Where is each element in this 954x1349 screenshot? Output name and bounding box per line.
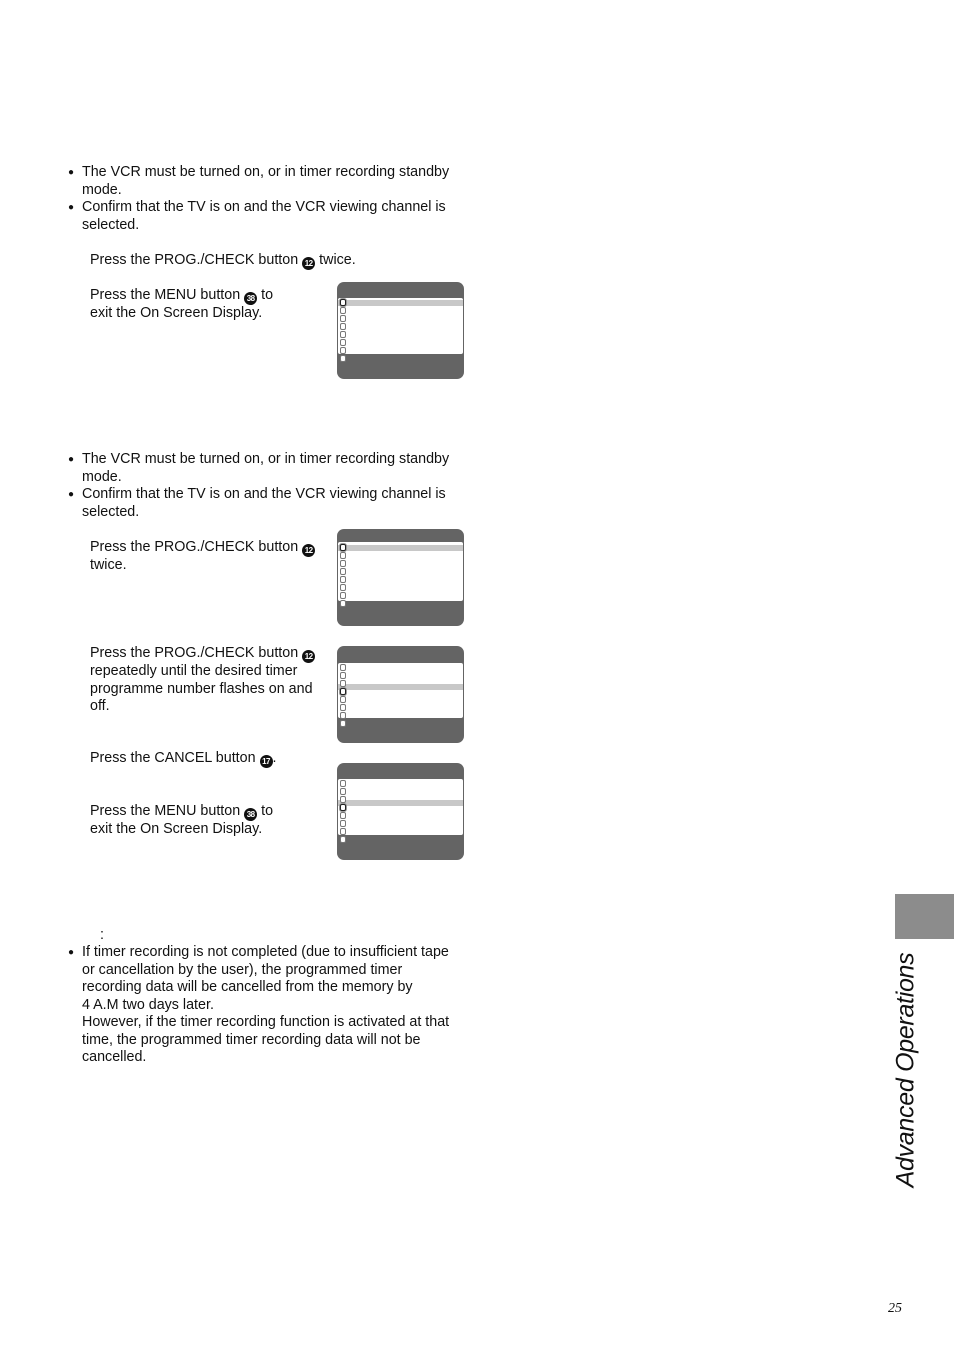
note-block [68, 944, 468, 1067]
section2-bullets [68, 451, 468, 521]
note-colon: : [100, 927, 104, 943]
section1-step2: Press the MENU button 38 to exit the On Screen Display. [90, 287, 274, 321]
tv-screen-illustration [337, 529, 464, 626]
button-ref-badge: 12 [302, 544, 315, 557]
button-ref-badge: 12 [302, 650, 315, 663]
tv-screen-illustration [337, 763, 464, 860]
section2-step3: Press the CANCEL button 17 . [90, 750, 277, 766]
section1-step1: Press the PROG./CHECK button 12 twice. [90, 252, 356, 268]
bullet-item: ● Confirm that the TV is on and the VCR viewing channel is selected. [68, 199, 468, 234]
bullet-item: ● The VCR must be turned on, or in timer recording standby mode. [68, 451, 468, 486]
note-item: ● If timer recording is not completed (due to insufficient tape or cancellation by the user), the programmed timer recording data will be cancelled from the memory by 4 A.M two days later. However, if the timer recording function is activated at that time, the programmed timer recording data will not be cancelled. [68, 944, 468, 1067]
button-ref-badge: 12 [302, 257, 315, 270]
button-ref-badge: 17 [260, 755, 273, 768]
tv-screen-illustration [337, 646, 464, 743]
bullet-item: ● Confirm that the TV is on and the VCR viewing channel is selected. [68, 486, 468, 521]
section1-bullets [68, 164, 468, 234]
section-tab-marker [895, 894, 954, 939]
section2-step4: Press the MENU button 38 to exit the On Screen Display. [90, 803, 274, 837]
button-ref-badge: 38 [244, 292, 257, 305]
bullet-item: ● The VCR must be turned on, or in timer recording standby mode. [68, 164, 468, 199]
page-number: 25 [888, 1301, 902, 1316]
side-section-title: Advanced Operations [891, 952, 920, 1188]
section2-step1: Press the PROG./CHECK button 12 twice. [90, 539, 315, 575]
tv-screen-illustration [337, 282, 464, 379]
button-ref-badge: 38 [244, 808, 257, 821]
section2-step2: Press the PROG./CHECK button 12 repeatedly until the desired timer programme number flashes on and off. [90, 645, 315, 716]
